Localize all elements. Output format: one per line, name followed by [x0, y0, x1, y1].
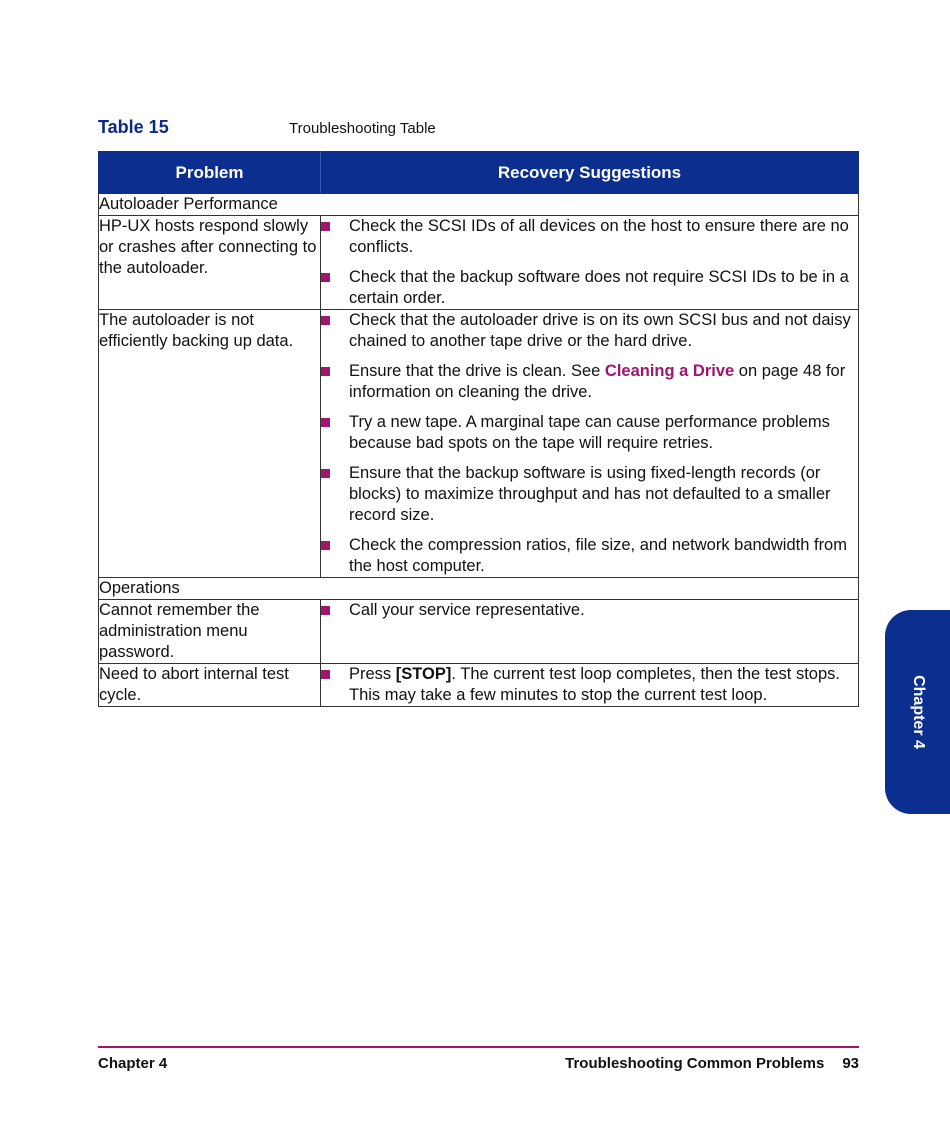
table-row: [99, 664, 859, 707]
table-row: [99, 216, 859, 310]
suggestion-text: Try a new tape. A marginal tape can cause performance problems because bad spots on the tape will require retries.: [349, 413, 830, 452]
footer-section-title: Troubleshooting Common Problems: [565, 1055, 825, 1072]
square-bullet-icon: [321, 273, 330, 282]
suggestion-text: Check that the backup software does not require SCSI IDs to be in a certain order.: [349, 268, 849, 307]
square-bullet-icon: [321, 222, 330, 231]
section-row: [99, 578, 859, 600]
header-problem: Problem: [99, 152, 321, 194]
suggestion-text: Ensure that the drive is clean. See: [349, 362, 605, 380]
footer-right: [565, 1055, 859, 1072]
table-row: [99, 310, 859, 578]
problem-cell: Need to abort internal test cycle.: [99, 664, 321, 707]
suggestion-text: on page 48 for information on cleaning the drive.: [349, 362, 846, 401]
footer-divider: [98, 1046, 859, 1048]
suggestion-text: Check the SCSI IDs of all devices on the host to ensure there are no conflicts.: [349, 217, 849, 256]
suggestions-cell: [321, 664, 859, 707]
list-item: [321, 267, 858, 309]
footer-chapter: Chapter 4: [98, 1055, 168, 1072]
list-item: [321, 600, 858, 621]
square-bullet-icon: [321, 541, 330, 550]
list-item: [321, 361, 858, 403]
square-bullet-icon: [321, 316, 330, 325]
list-item: [321, 412, 858, 454]
suggestion-list: [321, 216, 858, 309]
square-bullet-icon: [321, 418, 330, 427]
suggestion-text: Press: [349, 665, 396, 683]
suggestion-list: [321, 600, 858, 621]
list-item: [321, 664, 858, 706]
square-bullet-icon: [321, 367, 330, 376]
suggestion-list: [321, 664, 858, 706]
section-operations: Operations: [99, 578, 859, 600]
square-bullet-icon: [321, 469, 330, 478]
list-item: [321, 310, 858, 352]
problem-cell: HP-UX hosts respond slowly or crashes after connecting to the autoloader.: [99, 216, 321, 310]
suggestions-cell: [321, 600, 859, 664]
table-caption: [98, 117, 598, 141]
troubleshooting-table: [98, 151, 859, 707]
suggestion-text: Call your service representative.: [349, 601, 585, 619]
chapter-side-tab-label: Chapter 4: [910, 675, 927, 749]
problem-cell: The autoloader is not efficiently backing up data.: [99, 310, 321, 578]
problem-cell: Cannot remember the administration menu password.: [99, 600, 321, 664]
suggestion-text: Ensure that the backup software is using fixed-length records (or blocks) to maximize throughput and has not defaulted to a smaller record size.: [349, 464, 831, 524]
suggestions-cell: [321, 310, 859, 578]
suggestion-text: Check that the autoloader drive is on its own SCSI bus and not daisy chained to another tape drive or the hard drive.: [349, 311, 851, 350]
table-header-row: [99, 152, 859, 194]
square-bullet-icon: [321, 670, 330, 679]
table-row: [99, 600, 859, 664]
list-item: [321, 463, 858, 526]
table-title: Troubleshooting Table: [289, 120, 436, 137]
suggestion-list: [321, 310, 858, 577]
suggestion-text: Check the compression ratios, file size, and network bandwidth from the host computer.: [349, 536, 847, 575]
section-autoloader-performance: Autoloader Performance: [99, 194, 859, 216]
suggestion-text: . The current test loop completes, then the test stops. This may take a few minutes to stop the current test loop.: [349, 665, 840, 704]
square-bullet-icon: [321, 606, 330, 615]
suggestions-cell: [321, 216, 859, 310]
stop-key-label: [STOP]: [395, 665, 452, 683]
list-item: [321, 535, 858, 577]
table-number: Table 15: [98, 117, 169, 137]
list-item: [321, 216, 858, 258]
section-row: [99, 194, 859, 216]
page-number: 93: [842, 1055, 859, 1072]
cleaning-a-drive-link[interactable]: Cleaning a Drive: [604, 362, 735, 380]
header-recovery-suggestions: Recovery Suggestions: [321, 152, 859, 194]
